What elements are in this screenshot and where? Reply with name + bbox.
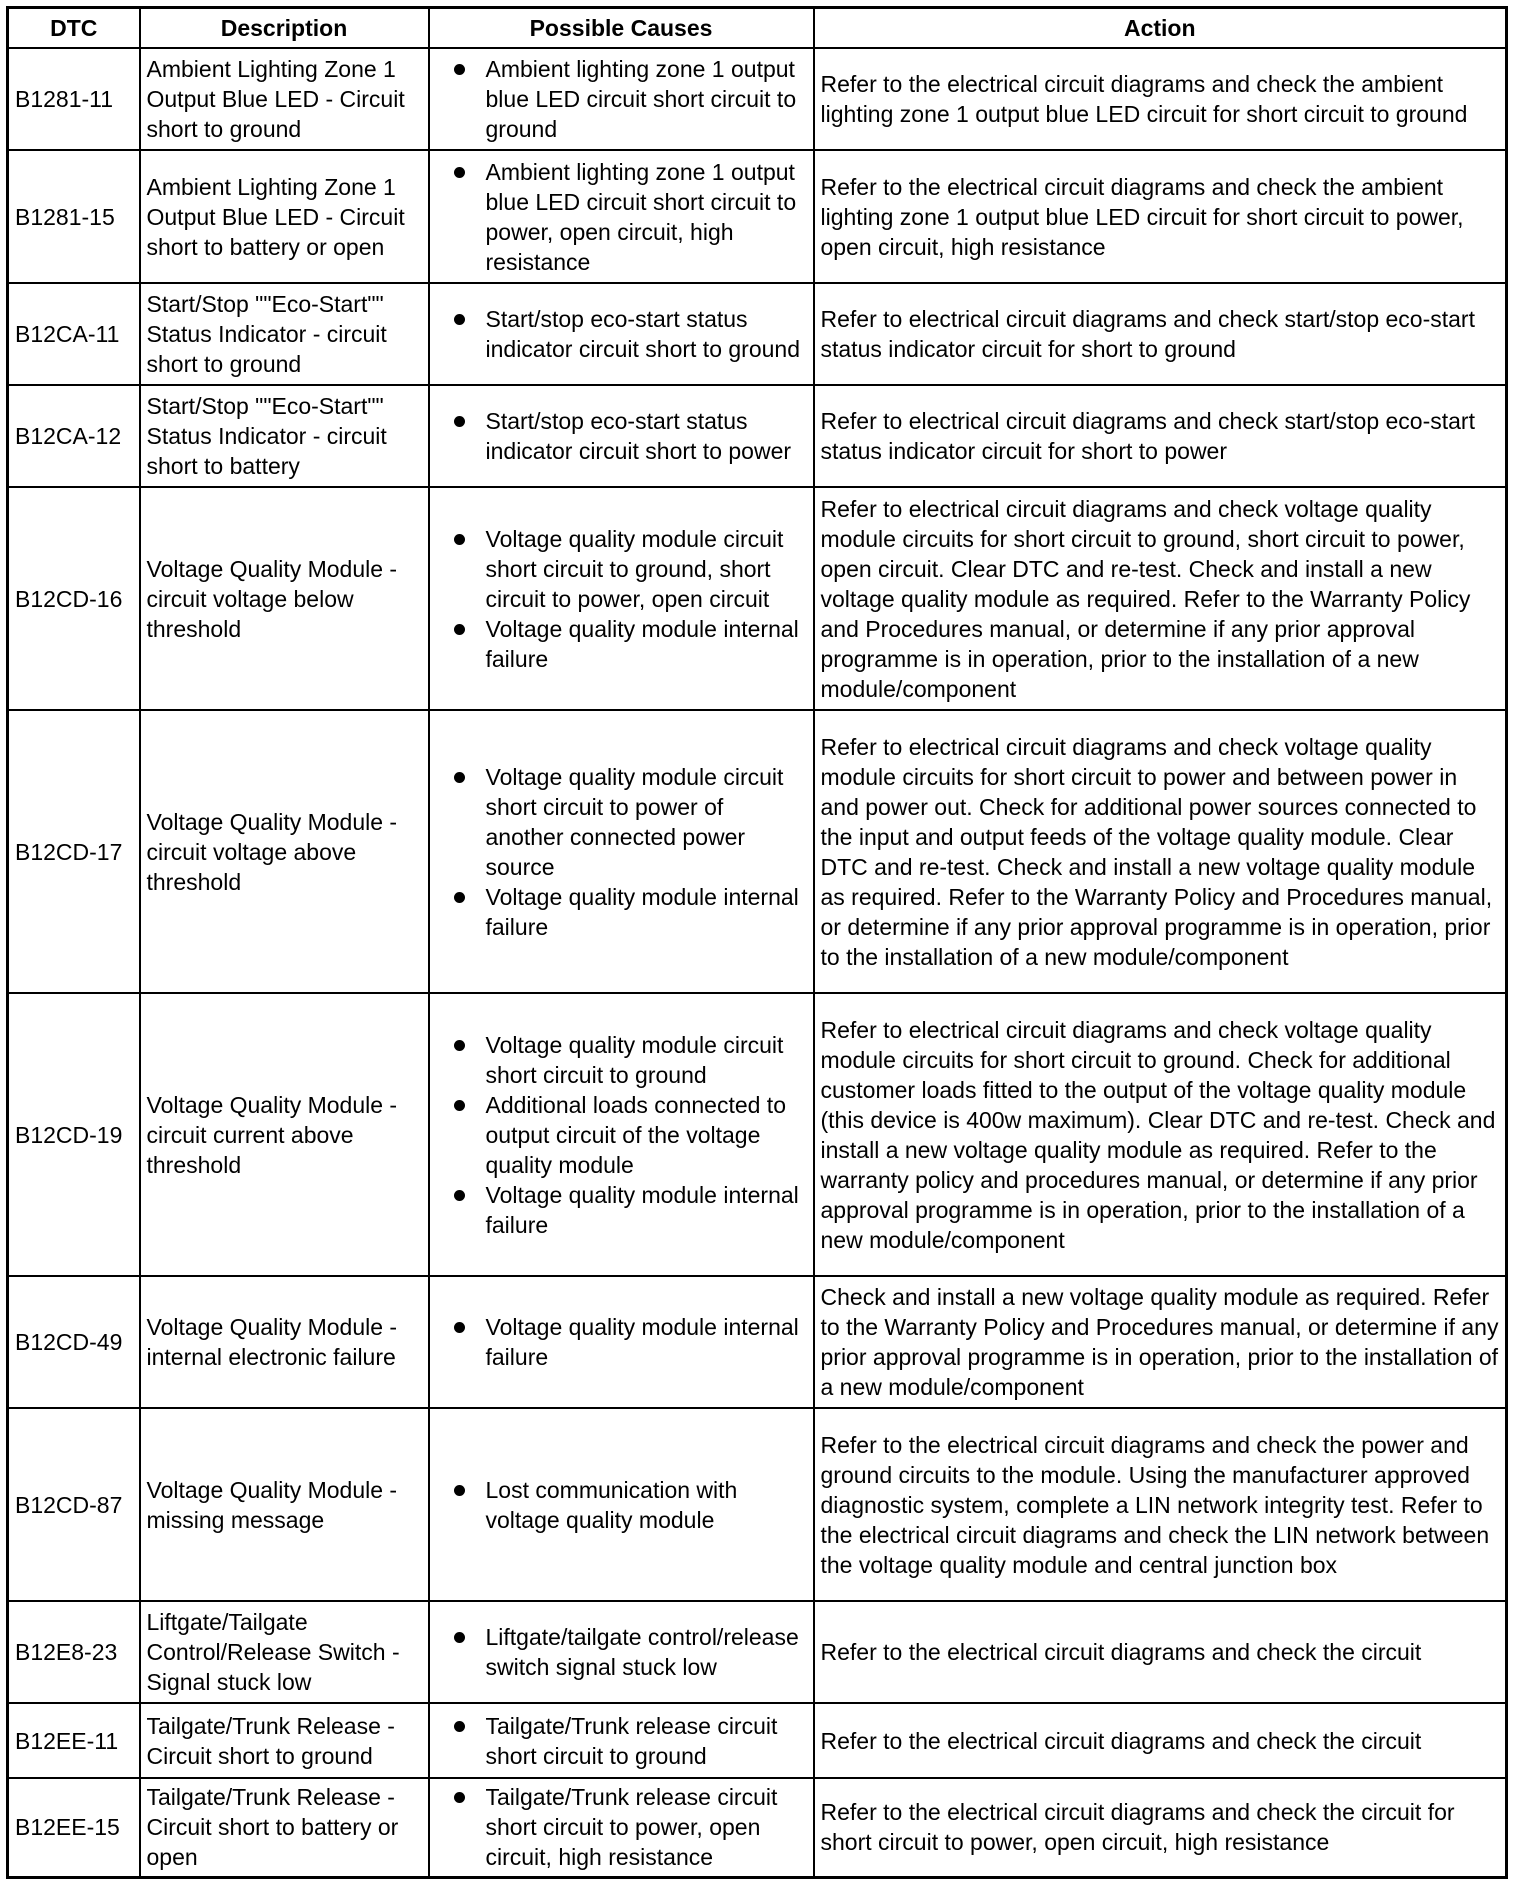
dtc-code: B12EE-11 [8, 1703, 140, 1778]
cause-item: Liftgate/tailgate control/release switch signal stuck low [486, 1622, 807, 1682]
header-dtc: DTC [8, 8, 140, 49]
cause-item: Voltage quality module circuit short circuit to ground [486, 1030, 807, 1090]
cause-item: Tailgate/Trunk release circuit short circuit to ground [486, 1711, 807, 1771]
cause-item: Start/stop eco-start status indicator circuit short to ground [486, 304, 807, 364]
action: Refer to the electrical circuit diagrams and check the circuit for short circuit to power, open circuit, high resistance [814, 1778, 1507, 1877]
table-row [8, 1408, 1507, 1601]
cause-item: Voltage quality module internal failure [486, 1312, 807, 1372]
description: Voltage Quality Module - internal electronic failure [140, 1276, 429, 1408]
action: Refer to electrical circuit diagrams and check start/stop eco-start status indicator circuit for short to power [814, 385, 1507, 487]
cause-item: Ambient lighting zone 1 output blue LED circuit short circuit to ground [486, 54, 807, 144]
cause-item: Voltage quality module circuit short circuit to ground, short circuit to power, open circuit [486, 524, 807, 614]
description: Voltage Quality Module - circuit voltage above threshold [140, 710, 429, 993]
table-row [8, 993, 1507, 1276]
table-row [8, 1778, 1507, 1877]
dtc-code: B12CD-17 [8, 710, 140, 993]
description: Ambient Lighting Zone 1 Output Blue LED - Circuit short to battery or open [140, 150, 429, 283]
dtc-code: B12CA-11 [8, 283, 140, 385]
table-row [8, 487, 1507, 710]
dtc-code: B12E8-23 [8, 1601, 140, 1703]
possible-causes [429, 487, 814, 710]
possible-causes [429, 1703, 814, 1778]
table-row [8, 150, 1507, 283]
description: Voltage Quality Module - circuit voltage below threshold [140, 487, 429, 710]
header-causes: Possible Causes [429, 8, 814, 49]
possible-causes [429, 150, 814, 283]
cause-item: Voltage quality module circuit short circuit to power of another connected power source [486, 762, 807, 882]
dtc-code: B12EE-15 [8, 1778, 140, 1877]
possible-causes [429, 1601, 814, 1703]
action: Refer to the electrical circuit diagrams and check the power and ground circuits to the module. Using the manufacturer approved diagnostic system, complete a LIN network integrity test. Refer to the electrical circuit diagrams and check the LIN network between the voltage quality module and central junction box [814, 1408, 1507, 1601]
cause-item: Tailgate/Trunk release circuit short circuit to power, open circuit, high resistance [486, 1782, 807, 1872]
header-row [8, 8, 1507, 49]
table-row [8, 283, 1507, 385]
cause-item: Voltage quality module internal failure [486, 614, 807, 674]
action: Refer to the electrical circuit diagrams and check the ambient lighting zone 1 output blue LED circuit for short circuit to ground [814, 48, 1507, 150]
possible-causes [429, 385, 814, 487]
possible-causes [429, 48, 814, 150]
action: Refer to the electrical circuit diagrams and check the circuit [814, 1601, 1507, 1703]
action: Refer to electrical circuit diagrams and check start/stop eco-start status indicator circuit for short to ground [814, 283, 1507, 385]
cause-item: Lost communication with voltage quality module [486, 1475, 807, 1535]
action: Check and install a new voltage quality module as required. Refer to the Warranty Policy and Procedures manual, or determine if any prior approval programme is in operation, prior to the installation of a new module/component [814, 1276, 1507, 1408]
dtc-code: B12CD-19 [8, 993, 140, 1276]
possible-causes [429, 1778, 814, 1877]
header-action: Action [814, 8, 1507, 49]
description: Start/Stop ""Eco-Start"" Status Indicator - circuit short to ground [140, 283, 429, 385]
table-row [8, 1601, 1507, 1703]
description: Tailgate/Trunk Release - Circuit short to battery or open [140, 1778, 429, 1877]
dtc-table [6, 6, 1508, 1879]
header-description: Description [140, 8, 429, 49]
possible-causes [429, 283, 814, 385]
possible-causes [429, 1408, 814, 1601]
dtc-code: B12CD-87 [8, 1408, 140, 1601]
description: Start/Stop ""Eco-Start"" Status Indicator - circuit short to battery [140, 385, 429, 487]
description: Voltage Quality Module - missing message [140, 1408, 429, 1601]
cause-item: Ambient lighting zone 1 output blue LED circuit short circuit to power, open circuit, high resistance [486, 157, 807, 277]
possible-causes [429, 710, 814, 993]
cause-item: Additional loads connected to output circuit of the voltage quality module [486, 1090, 807, 1180]
cause-item: Voltage quality module internal failure [486, 1180, 807, 1240]
table-row [8, 1703, 1507, 1778]
dtc-code: B1281-15 [8, 150, 140, 283]
dtc-code: B12CD-49 [8, 1276, 140, 1408]
action: Refer to electrical circuit diagrams and check voltage quality module circuits for short circuit to ground. Check for additional customer loads fitted to the output of the voltage quality module (this device is 400w maximum). Clear DTC and re-test. Check and install a new voltage quality module as required. Refer to the warranty policy and procedures manual, or determine if any prior approval programme is in operation, prior to the installation of a new module/component [814, 993, 1507, 1276]
possible-causes [429, 1276, 814, 1408]
description: Tailgate/Trunk Release - Circuit short to ground [140, 1703, 429, 1778]
dtc-code: B12CD-16 [8, 487, 140, 710]
possible-causes [429, 993, 814, 1276]
action: Refer to electrical circuit diagrams and check voltage quality module circuits for short circuit to ground, short circuit to power, open circuit. Clear DTC and re-test. Check and install a new voltage quality module as required. Refer to the Warranty Policy and Procedures manual, or determine if any prior approval programme is in operation, prior to the installation of a new module/component [814, 487, 1507, 710]
description: Liftgate/Tailgate Control/Release Switch - Signal stuck low [140, 1601, 429, 1703]
action: Refer to the electrical circuit diagrams and check the circuit [814, 1703, 1507, 1778]
action: Refer to the electrical circuit diagrams and check the ambient lighting zone 1 output blue LED circuit for short circuit to power, open circuit, high resistance [814, 150, 1507, 283]
cause-item: Voltage quality module internal failure [486, 882, 807, 942]
description: Voltage Quality Module - circuit current above threshold [140, 993, 429, 1276]
table-row [8, 1276, 1507, 1408]
table-row [8, 710, 1507, 993]
dtc-code: B12CA-12 [8, 385, 140, 487]
description: Ambient Lighting Zone 1 Output Blue LED - Circuit short to ground [140, 48, 429, 150]
action: Refer to electrical circuit diagrams and check voltage quality module circuits for short circuit to power and between power in and power out. Check for additional power sources connected to the input and output feeds of the voltage quality module. Clear DTC and re-test. Check and install a new voltage quality module as required. Refer to the Warranty Policy and Procedures manual, or determine if any prior approval programme is in operation, prior to the installation of a new module/component [814, 710, 1507, 993]
table-row [8, 385, 1507, 487]
table-row [8, 48, 1507, 150]
dtc-code: B1281-11 [8, 48, 140, 150]
cause-item: Start/stop eco-start status indicator circuit short to power [486, 406, 807, 466]
